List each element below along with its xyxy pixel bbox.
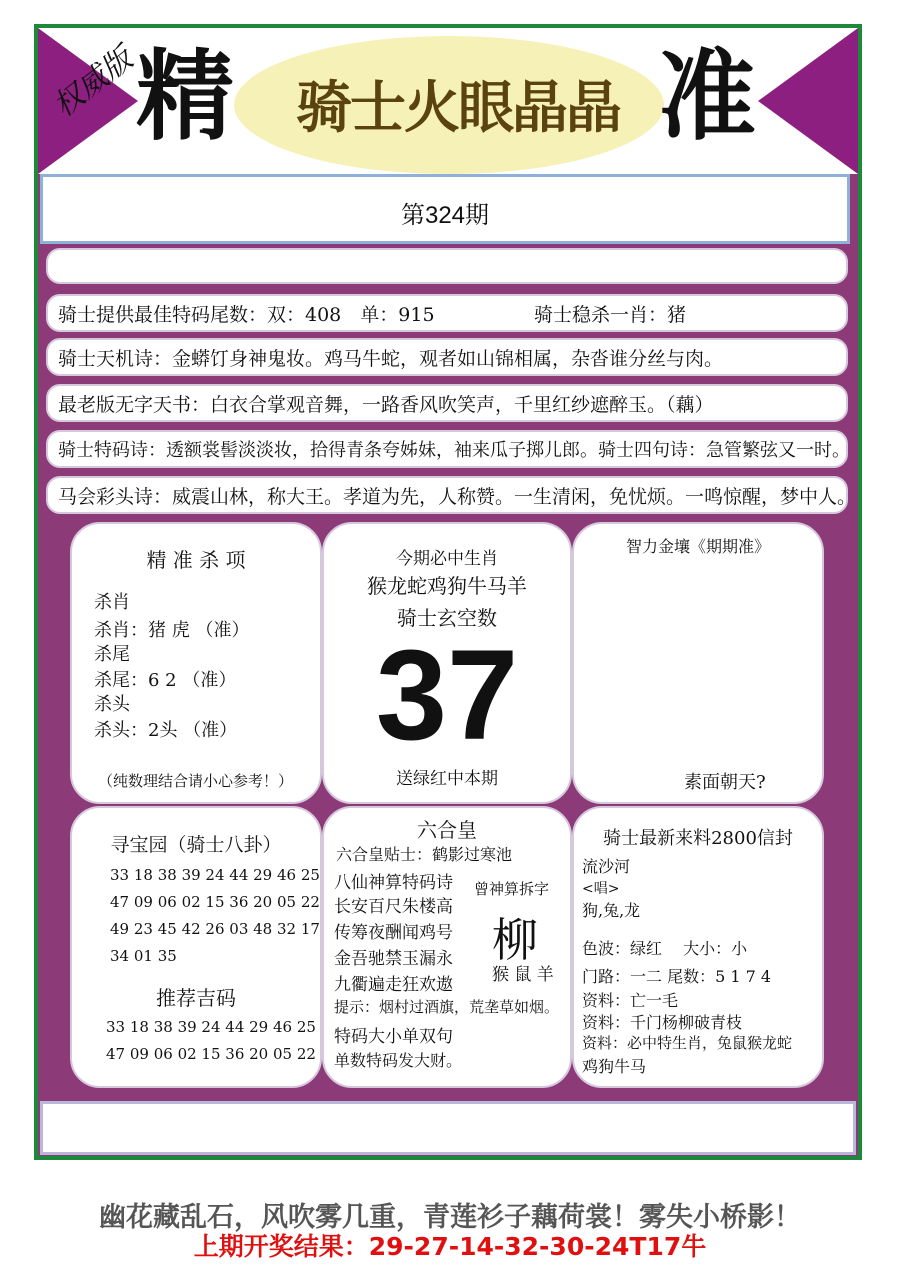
latest-line: 资料：亡一毛 bbox=[582, 991, 679, 1010]
kill-line: 杀肖 bbox=[94, 592, 130, 613]
latest-panel bbox=[572, 806, 824, 1088]
xuankong-label: 骑士玄空数 bbox=[397, 606, 497, 630]
liuhe-line-a: 特码大小单双句 bbox=[334, 1027, 453, 1047]
zhili-panel bbox=[572, 522, 824, 804]
latest-line: 狗,兔,龙 bbox=[582, 901, 641, 920]
center-panel-footer: 送绿红中本期 bbox=[396, 769, 498, 789]
latest-line: <唱> bbox=[582, 881, 620, 897]
xuankong-number: 37 bbox=[375, 624, 519, 767]
header-banner bbox=[38, 28, 858, 174]
liuhe-tip: 六合皇贴士：鹤影过寒池 bbox=[336, 845, 513, 864]
kill-panel bbox=[70, 522, 322, 804]
treasure-numbers: 33 18 38 39 24 44 29 46 25 47 09 06 02 15 36 20 05 22 49 23 45 42 26 03 48 32 17 34 01 35 bbox=[110, 866, 320, 965]
row-tema-poem-text: 骑士特码诗：透额裳髻淡淡妆，拾得青条夸姊妹，袖来瓜子掷儿郎。骑士四句诗：急管繁弦又一时。 bbox=[58, 440, 850, 461]
row-tail-numbers-text: 骑士提供最佳特码尾数：双：408 单：915 bbox=[58, 303, 435, 326]
kill-line: 杀头 bbox=[94, 694, 130, 715]
treasure-panel-title: 寻宝园（骑士八卦） bbox=[110, 834, 282, 856]
edition-badge: 权威版 bbox=[46, 41, 140, 125]
row-wuzi-book bbox=[46, 384, 848, 422]
treasure-panel bbox=[70, 806, 322, 1088]
footer-blank-box bbox=[40, 1101, 856, 1155]
kill-panel-note: （纯数理结合请小心参考！） bbox=[98, 772, 294, 790]
must-hit-label: 今期必中生肖 bbox=[396, 549, 498, 569]
latest-title: 骑士最新来料2800信封 bbox=[603, 828, 793, 849]
kill-line: 杀头：2头 （准） bbox=[94, 720, 238, 741]
zodiac-list: 猴龙蛇鸡狗牛马羊 bbox=[367, 574, 527, 598]
issue-box bbox=[40, 174, 850, 244]
header-title: 骑士火眼晶晶 bbox=[296, 75, 620, 141]
row-tail-numbers bbox=[46, 294, 848, 332]
row-tianji-poem bbox=[46, 338, 848, 376]
header-left-char: 精 bbox=[136, 40, 235, 154]
latest-line: 门路：一二 尾数：5 1 7 4 bbox=[582, 967, 772, 986]
blank-row bbox=[46, 248, 848, 284]
kill-line: 杀尾 bbox=[94, 644, 130, 665]
right-triangle-decoration bbox=[758, 28, 858, 174]
liuhe-hint: 提示：烟村过酒旗，荒垄草如烟。 bbox=[334, 998, 560, 1016]
recommend-title: 推荐吉码 bbox=[156, 986, 236, 1010]
poem-line: 长安百尺朱楼高 bbox=[334, 897, 453, 917]
liuhe-title: 六合皇 bbox=[417, 818, 477, 842]
row-tianji-poem-text: 骑士天机诗：金蟒饤身神鬼妆。鸡马牛蛇，观者如山锦相属，杂沓谁分丝与肉。 bbox=[58, 347, 724, 370]
poem-line: 金吾驰禁玉漏永 bbox=[334, 949, 453, 969]
row-wuzi-book-text: 最老版无字天书：白衣合掌观音舞，一路香风吹笑声，千里红纱遮醉玉。（藕） bbox=[58, 393, 714, 416]
poem-line: 传筹夜酬闻鸡号 bbox=[334, 923, 453, 943]
recommend-numbers: 33 18 38 39 24 44 29 46 25 47 09 06 02 15 36 20 05 22 bbox=[106, 1018, 316, 1063]
row-caitou-poem-text: 马会彩头诗：威震山林，称大王。孝道为先，人称赞。一生清闲，免忧烦。一鸣惊醒，梦中人。 bbox=[58, 485, 857, 508]
latest-line: 鸡狗牛马 bbox=[582, 1057, 647, 1076]
liuhe-line-b: 单数特码发大财。 bbox=[334, 1051, 463, 1070]
poem-title: 八仙神算特码诗 bbox=[334, 873, 453, 893]
row-caitou-poem bbox=[46, 476, 857, 514]
bottom-poem: 幽花藏乱石，风吹雾几重，青莲衫子藕荷裳！雾失小桥影！ bbox=[99, 1202, 801, 1233]
kill-panel-title: 精 准 杀 项 bbox=[146, 548, 246, 572]
liuhe-panel bbox=[322, 806, 572, 1088]
latest-line: 资料：千门杨柳破青枝 bbox=[582, 1013, 743, 1032]
row-tema-poem bbox=[46, 430, 848, 468]
kill-line: 杀肖：猪 虎 （准） bbox=[94, 620, 250, 641]
header-right-char: 准 bbox=[658, 40, 757, 154]
center-panel bbox=[322, 522, 572, 804]
zhili-panel-title: 智力金壤《期期准》 bbox=[625, 537, 770, 556]
last-result: 上期开奖结果：29-27-14-32-30-24T17牛 bbox=[193, 1232, 707, 1261]
split-char: 柳 bbox=[492, 913, 538, 967]
latest-line: 流沙河 bbox=[582, 857, 631, 876]
kill-line: 杀尾：6 2 （准） bbox=[94, 670, 237, 691]
issue-number: 第324期 bbox=[400, 202, 490, 229]
row-kill-one: 骑士稳杀一肖：猪 bbox=[534, 303, 687, 326]
zhili-panel-footer: 素面朝天? bbox=[684, 772, 766, 793]
poem-line: 九衢遍走狂欢遨 bbox=[334, 975, 453, 995]
latest-line: 色波：绿红 大小：小 bbox=[582, 939, 748, 958]
split-animals: 猴 鼠 羊 bbox=[492, 965, 554, 985]
latest-line: 资料：必中特生肖，兔鼠猴龙蛇 bbox=[582, 1034, 793, 1052]
zeng-label: 曾神算拆字 bbox=[474, 880, 550, 898]
